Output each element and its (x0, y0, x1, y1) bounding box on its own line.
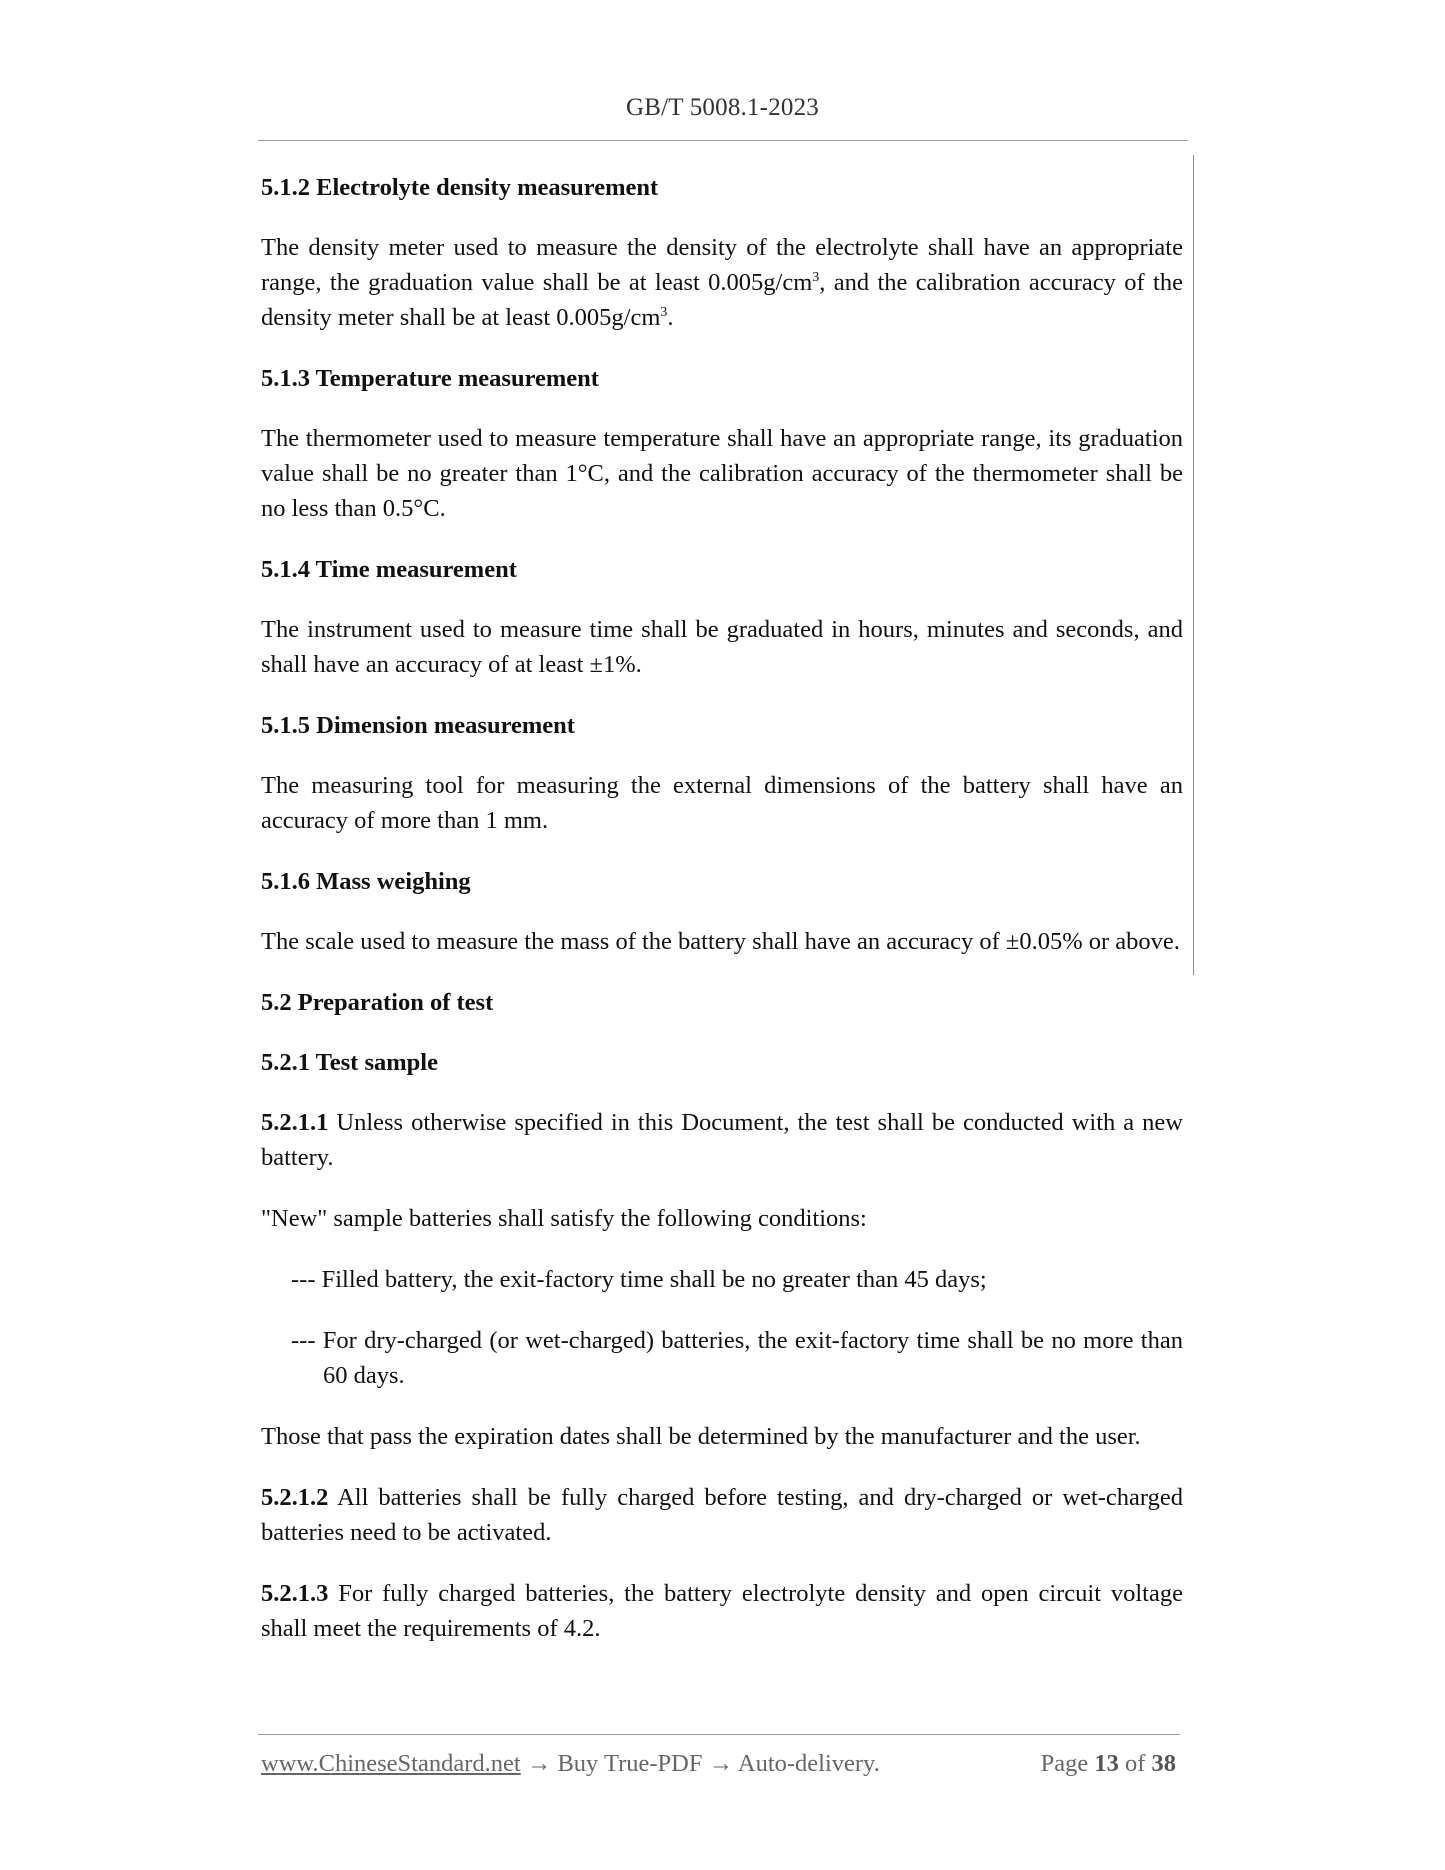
paragraph-5-1-2: The density meter used to measure the density of the electrolyte shall have an appropriate range, the graduation value shall be at least $0.005g/cm^3$, and the calibration accuracy of the density meter shall be at least $0.005g/cm^3$. (261, 234, 1183, 331)
clause-number: 5.2.1.3 (261, 1580, 329, 1607)
heading-5-1-3: 5.1.3 Temperature measurement (261, 365, 599, 392)
footer-divider (258, 1734, 1180, 1735)
document-body (261, 170, 1183, 1672)
paragraph-new-sample-intro: "New" sample batteries shall satisfy the following conditions: (261, 1205, 867, 1232)
clause-number: 5.2.1.2 (261, 1484, 329, 1511)
heading-5-1-2: 5.1.2 Electrolyte density measurement (261, 174, 659, 201)
buy-pdf-text: Buy True-PDF (557, 1750, 703, 1777)
paragraph-5-2-1-2: 5.2.1.2 All batteries shall be fully charged before testing, and dry-charged or wet-charged batteries need to be activated. (261, 1484, 1183, 1546)
list-item: --- Filled battery, the exit-factory time shall be no greater than 45 days; (291, 1266, 987, 1293)
heading-5-1-6: 5.1.6 Mass weighing (261, 868, 471, 895)
paragraph-5-1-6: The scale used to measure the mass of the battery shall have an accuracy of ±0.05% or above. (261, 928, 1180, 955)
heading-5-1-5: 5.1.5 Dimension measurement (261, 712, 575, 739)
list-item: --- For dry-charged (or wet-charged) batteries, the exit-factory time shall be no more than 60 days. (291, 1327, 1183, 1389)
paragraph-expiry: Those that pass the expiration dates shall be determined by the manufacturer and the user. (261, 1423, 1141, 1450)
page-footer (261, 1750, 1176, 1778)
paragraph-5-2-1-1: 5.2.1.1 Unless otherwise specified in this Document, the test shall be conducted with a new battery. (261, 1109, 1183, 1171)
heading-5-2: 5.2 Preparation of test (261, 989, 494, 1016)
total-pages-number: 38 (1151, 1750, 1176, 1777)
margin-change-bar (1193, 155, 1194, 975)
document-header-title: GB/T 5008.1-2023 (625, 94, 820, 121)
paragraph-5-1-5: The measuring tool for measuring the external dimensions of the battery shall have an accuracy of more than 1 mm. (261, 772, 1183, 834)
heading-5-1-4: 5.1.4 Time measurement (261, 556, 517, 583)
heading-5-2-1: 5.2.1 Test sample (261, 1049, 438, 1076)
page-indicator: Page 13 of 38 (1040, 1750, 1176, 1777)
auto-delivery-text: Auto-delivery. (737, 1750, 880, 1777)
paragraph-5-1-3: The thermometer used to measure temperature shall have an appropriate range, its graduation value shall be no greater than 1°C, and the calibration accuracy of the thermometer shall be no less than 0.5°C. (261, 425, 1183, 522)
arrow-right-icon: → (702, 1750, 738, 1777)
paragraph-5-2-1-3: 5.2.1.3 For fully charged batteries, the battery electrolyte density and open circuit voltage shall meet the requirements of 4.2. (261, 1580, 1183, 1642)
current-page-number: 13 (1094, 1750, 1119, 1777)
arrow-right-icon: → (520, 1750, 558, 1777)
website-link[interactable]: www.ChineseStandard.net (261, 1750, 521, 1777)
paragraph-5-1-4: The instrument used to measure time shall be graduated in hours, minutes and seconds, and shall have an accuracy of at least ±1%. (261, 616, 1183, 678)
header-divider (258, 140, 1188, 141)
clause-number: 5.2.1.1 (261, 1109, 329, 1136)
